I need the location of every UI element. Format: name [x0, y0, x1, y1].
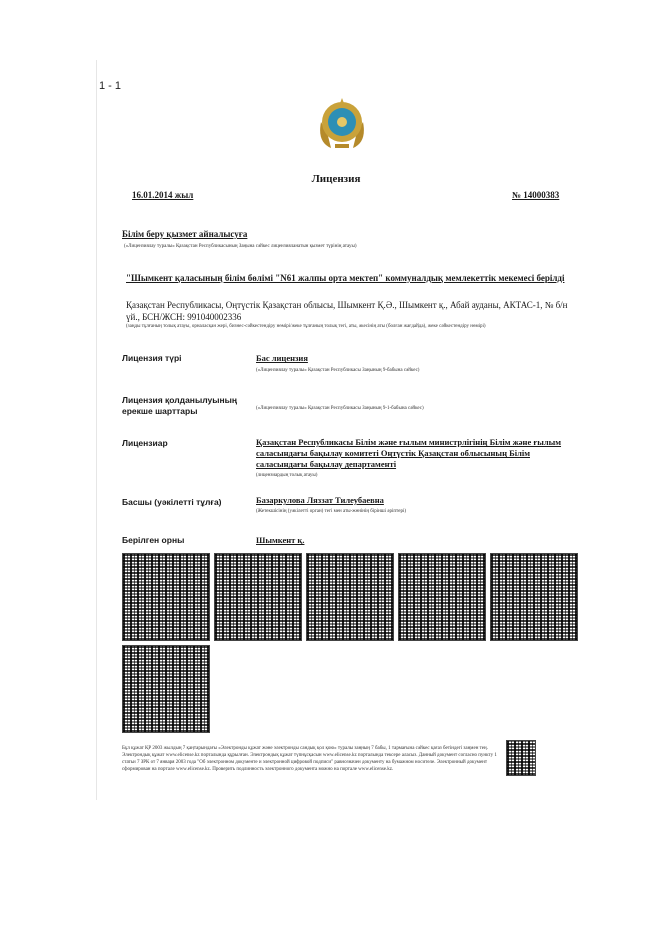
license-type-label: Лицензия түрі: [122, 353, 182, 363]
organization-name: "Шымкент қаласының білім бөлімі "N61 жалпы орта мектеп" коммуналдық мемлекеттік мекемесі берілді: [126, 273, 565, 283]
license-type-note: («Лицензиялау туралы» Қазақстан Республикасы Заңының 9-бабына сәйкес): [256, 368, 420, 373]
qr-code: [214, 553, 302, 641]
document-title: Лицензия: [311, 173, 361, 185]
head-value: Базаркулова Ляззат Тилеубаевна: [256, 495, 384, 505]
qr-code: [122, 553, 210, 641]
organization-address: Қазақстан Республикасы, Оңтүстік Қазақстан облысы, Шымкент Қ.Ә., Шымкент қ., Абай ауданы, АКТАС-1, № б/н үй., БСН/ЖСН: 991040002336: [126, 300, 568, 322]
place-value: Шымкент қ.: [256, 535, 305, 545]
qr-code: [122, 645, 210, 733]
licensor-note: (лицензиардың толық атауы): [256, 473, 318, 478]
place-label: Берілген орны: [122, 535, 185, 545]
qr-code: [398, 553, 486, 641]
page-number: 1 - 1: [99, 80, 122, 92]
page-edge: [96, 60, 97, 800]
special-conditions-label: Лицензия қолданылуының ерекше шарттары: [122, 395, 237, 416]
head-label: Басшы (уәкілетті тұлға): [122, 497, 222, 507]
footer-qr-code: [506, 740, 536, 776]
activity-type: Білім беру қызмет айналысуға: [122, 229, 248, 239]
issue-date: 16.01.2014 жыл: [132, 190, 194, 200]
license-type-value: Бас лицензия: [256, 353, 308, 363]
license-number: № 14000383: [512, 190, 560, 200]
qr-code: [490, 553, 578, 641]
head-note: (Жетекшісінің (уәкілетті орган) тегі мен аты-жөнінің бірінші әріптері): [256, 509, 407, 514]
activity-note: («Лицензиялау туралы» Қазақстан Республикасының Заңына сәйкес лицензияланатын қызмет түрінің атауы): [124, 244, 357, 249]
special-conditions-note: («Лицензиялау туралы» Қазақстан Республикасы Заңының 9-1-бабына сәйкес): [256, 406, 424, 411]
footer-legal-text: Бұл құжат ҚР 2003 жылдың 7 қаңтарындағы «Электронды құжат және электронды сандық қол қою» туралы заңның 7 бабы, 1 тармағына сәйкес қағаз бетіндегі заңмен тең. Электрондық құжат www.elicense.kz порталында құрылған. Электрондық құжат түпнұсқасын www.elicense.kz порталында тексере аласыз. Данный документ согласно пункту 1 статьи 7 ЗРК от 7 января 2003 года "Об электронном документе и электронной цифровой подписи" равнозначен документу на бумажном носителе. Электронный документ сформирован на портале www.elicense.kz. Проверить подлинность электронного документа можно на портале www.elicense.kz.: [122, 746, 497, 772]
organization-note: (заңды тұлғаның толық атауы, орналасқан жері, бизнес-сәйкестендіру нөмірі/жеке тұлғаның толық тегі, аты, әкесінің аты (болған жағдайда), жеке сәйкестендіру нөмірі): [126, 324, 486, 329]
licensor-value: Қазақстан Республикасы Білім және ғылым министрлігінің Білім және ғылым саласындағы бақылау комитеті Оңтүстік Қазақстан облысының Білім саласындағы бақылау департаменті: [256, 437, 562, 469]
licensor-label: Лицензиар: [122, 438, 168, 448]
state-emblem-icon: [313, 92, 371, 154]
qr-code: [306, 553, 394, 641]
